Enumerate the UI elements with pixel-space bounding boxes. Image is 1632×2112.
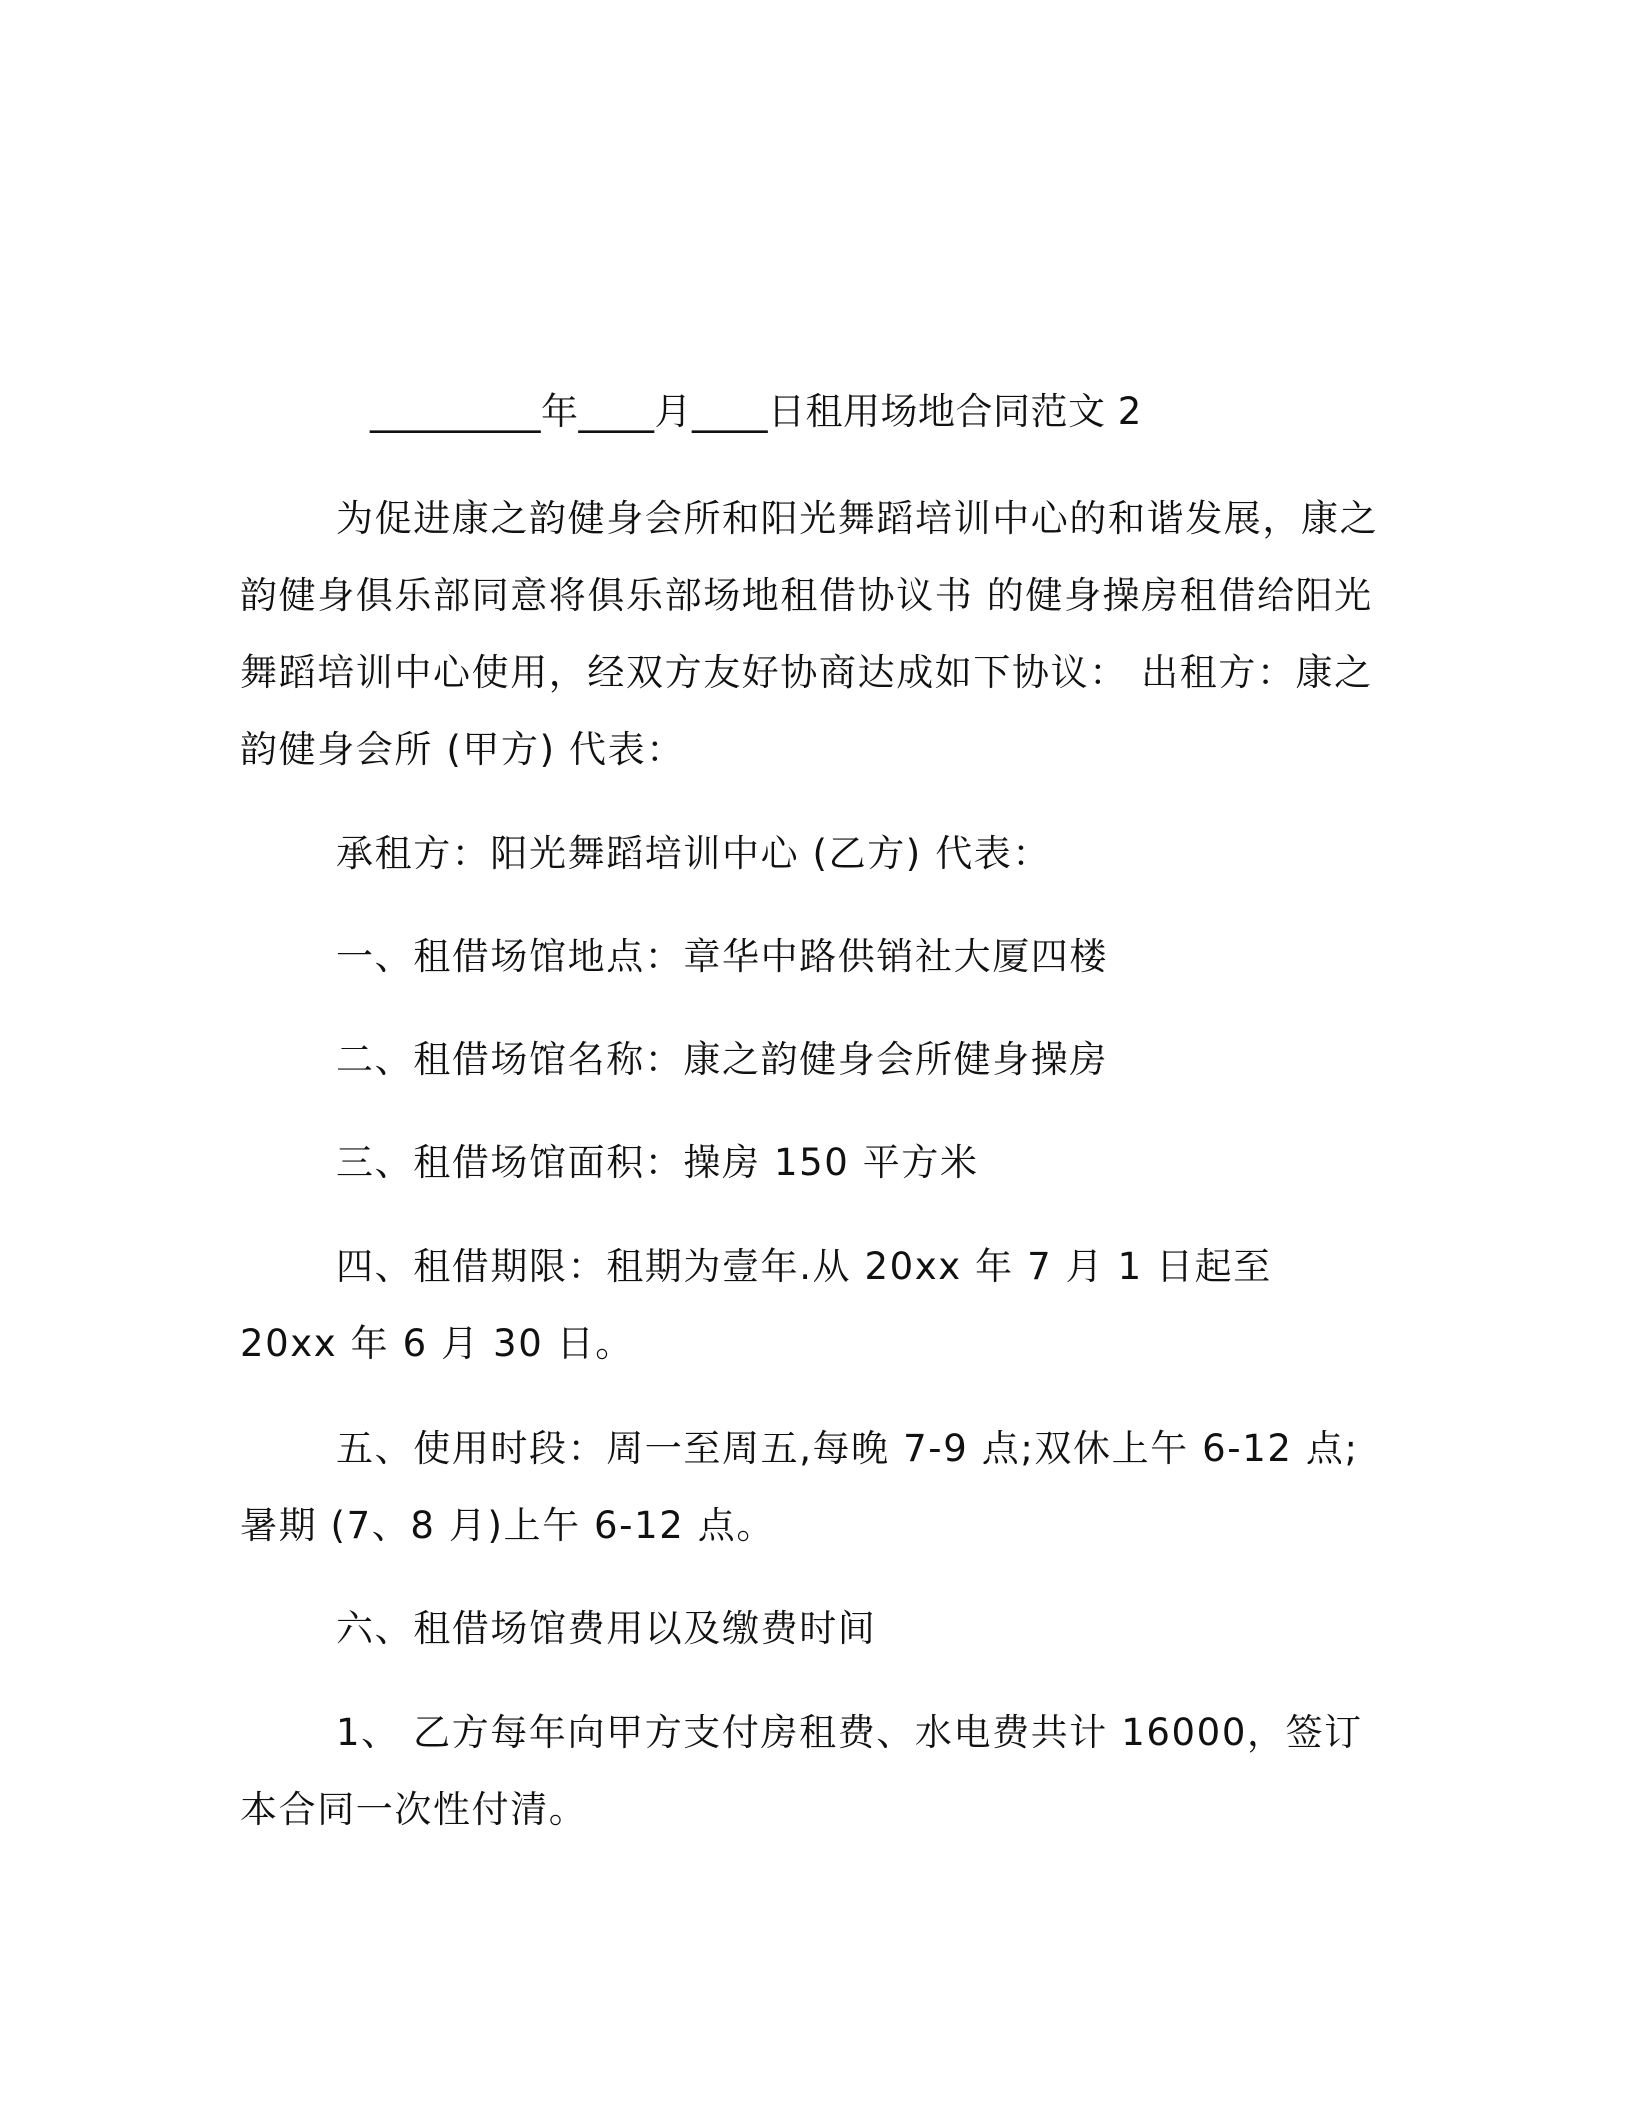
paragraph-fees-heading: 六、租借场馆费用以及缴费时间 — [336, 1607, 877, 1650]
paragraph-venue-area: 三、租借场馆面积：操房 150 平方米 — [336, 1141, 979, 1184]
paragraph-lease-term: 四、租借期限：租期为壹年.从 20xx 年 7 月 1 日起至 20xx 年 6 月 30 日。 — [240, 1245, 1272, 1365]
paragraph-lessee: 承租方：阳光舞蹈培训中心 (乙方) 代表： — [336, 832, 1051, 875]
paragraph-preamble: 为促进康之韵健身会所和阳光舞蹈培训中心的和谐发展，康之韵健身俱乐部同意将俱乐部场地租借协议书 的健身操房租借给阳光舞蹈培训中心使用，经双方友好协商达成如下协议： 出租方：康之韵健身会所 (甲方) 代表： — [240, 497, 1379, 771]
paragraph-venue-location: 一、租借场馆地点：章华中路供销社大厦四楼 — [336, 935, 1108, 978]
paragraph-usage-hours: 五、使用时段：周一至周五,每晚 7-9 点;双休上午 6-12 点;暑期 (7、8 月)上午 6-12 点。 — [240, 1427, 1359, 1547]
paragraph-venue-name: 二、租借场馆名称：康之韵健身会所健身操房 — [336, 1038, 1108, 1081]
paragraph-fee-clause-1: 1、 乙方每年向甲方支付房租费、水电费共计 16000，签订本合同一次性付清。 — [240, 1711, 1363, 1831]
document-title: _________年____月____日租用场地合同范文 2 — [370, 390, 1142, 433]
